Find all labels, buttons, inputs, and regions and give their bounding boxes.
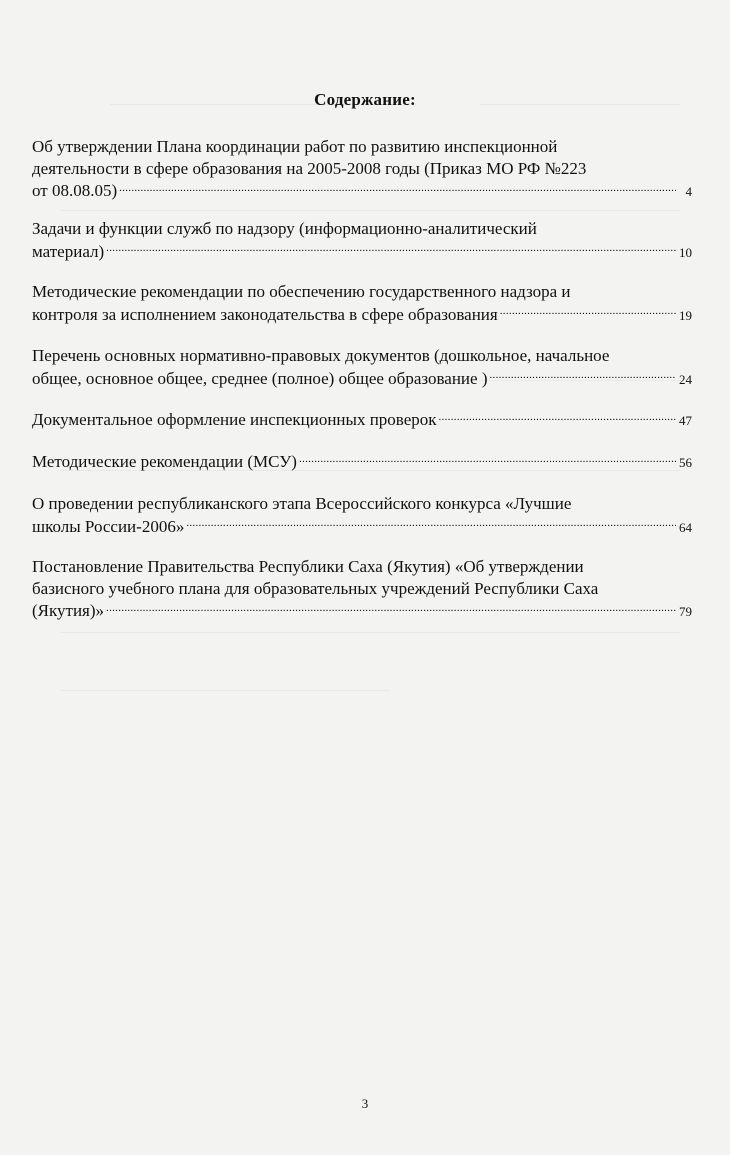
toc-page-number: 4 bbox=[685, 184, 692, 199]
toc-entry[interactable] bbox=[32, 450, 692, 474]
toc-page-number: 56 bbox=[679, 455, 692, 470]
toc-entry[interactable] bbox=[32, 556, 692, 623]
dot-leader bbox=[299, 450, 676, 467]
toc-entry-line: общее, основное общее, среднее (полное) общее образование ) bbox=[32, 368, 488, 388]
toc-entry-line: Задачи и функции служб по надзору (информационно-аналитический bbox=[32, 219, 537, 238]
bleed-line bbox=[60, 690, 390, 691]
toc-entry-last-line bbox=[32, 303, 692, 327]
toc-entry-line: от 08.08.05) bbox=[32, 181, 118, 200]
toc-title: Содержание: bbox=[314, 90, 416, 109]
toc-entry-line: О проведении республиканского этапа Всероссийского конкурса «Лучшие bbox=[32, 494, 572, 513]
toc-page-number: 19 bbox=[679, 307, 692, 323]
toc-entry-line: деятельности в сфере образования на 2005-2008 годы (Приказ МО РФ №223 bbox=[32, 158, 587, 178]
toc-entry-last-line bbox=[32, 408, 692, 432]
toc-entry-line: Постановление Правительства Республики Саха (Якутия) «Об утверждении bbox=[32, 557, 584, 576]
toc-entry[interactable] bbox=[32, 218, 692, 263]
toc-entry-last-line bbox=[32, 240, 692, 264]
dot-leader bbox=[106, 599, 676, 616]
toc-entry-line: (Якутия)» bbox=[32, 601, 105, 620]
toc-entry-line: Перечень основных нормативно-правовых документов (дошкольное, начальное bbox=[32, 346, 610, 365]
dot-leader bbox=[106, 240, 676, 257]
toc-entry-line: материал) bbox=[32, 241, 105, 261]
toc-entry[interactable] bbox=[32, 408, 692, 432]
bleed-line bbox=[60, 632, 680, 633]
toc-entry-last-line bbox=[32, 515, 692, 539]
bleed-line bbox=[60, 210, 680, 211]
toc-entry-line: Об утверждении Плана координации работ по развитию инспекционной bbox=[32, 137, 558, 156]
toc-page-number: 24 bbox=[679, 371, 692, 387]
dot-leader bbox=[500, 303, 676, 320]
dot-leader bbox=[186, 515, 676, 532]
toc-entry-last-line bbox=[32, 179, 692, 203]
toc-page-number: 79 bbox=[679, 604, 692, 619]
toc-entry-last-line bbox=[32, 599, 692, 623]
toc-entry-line: школы России-2006» bbox=[32, 516, 185, 536]
toc-page-number: 47 bbox=[679, 413, 692, 428]
dot-leader bbox=[119, 179, 676, 196]
toc-entry-line: контроля за исполнением законодательства в сфере образования bbox=[32, 304, 498, 324]
toc-entry-line: базисного учебного плана для образовательных учреждений Республики Саха bbox=[32, 578, 599, 598]
toc-page-number: 10 bbox=[679, 244, 692, 260]
toc-entry-line: Методические рекомендации (МСУ) bbox=[32, 452, 297, 471]
toc-entry[interactable] bbox=[32, 345, 692, 390]
toc-entry-last-line bbox=[32, 367, 692, 391]
toc-entry-line: Методические рекомендации по обеспечению государственного надзора и bbox=[32, 282, 571, 301]
dot-leader bbox=[439, 408, 676, 425]
toc-entry-last-line bbox=[32, 450, 692, 474]
toc-entry[interactable] bbox=[32, 281, 692, 326]
page-number: 3 bbox=[361, 1096, 369, 1111]
toc-entry[interactable] bbox=[32, 493, 692, 538]
dot-leader bbox=[489, 367, 676, 384]
toc-entry-line: Документальное оформление инспекционных проверок bbox=[32, 410, 437, 429]
toc-entry[interactable] bbox=[32, 136, 692, 203]
toc-page-number: 64 bbox=[679, 519, 692, 535]
